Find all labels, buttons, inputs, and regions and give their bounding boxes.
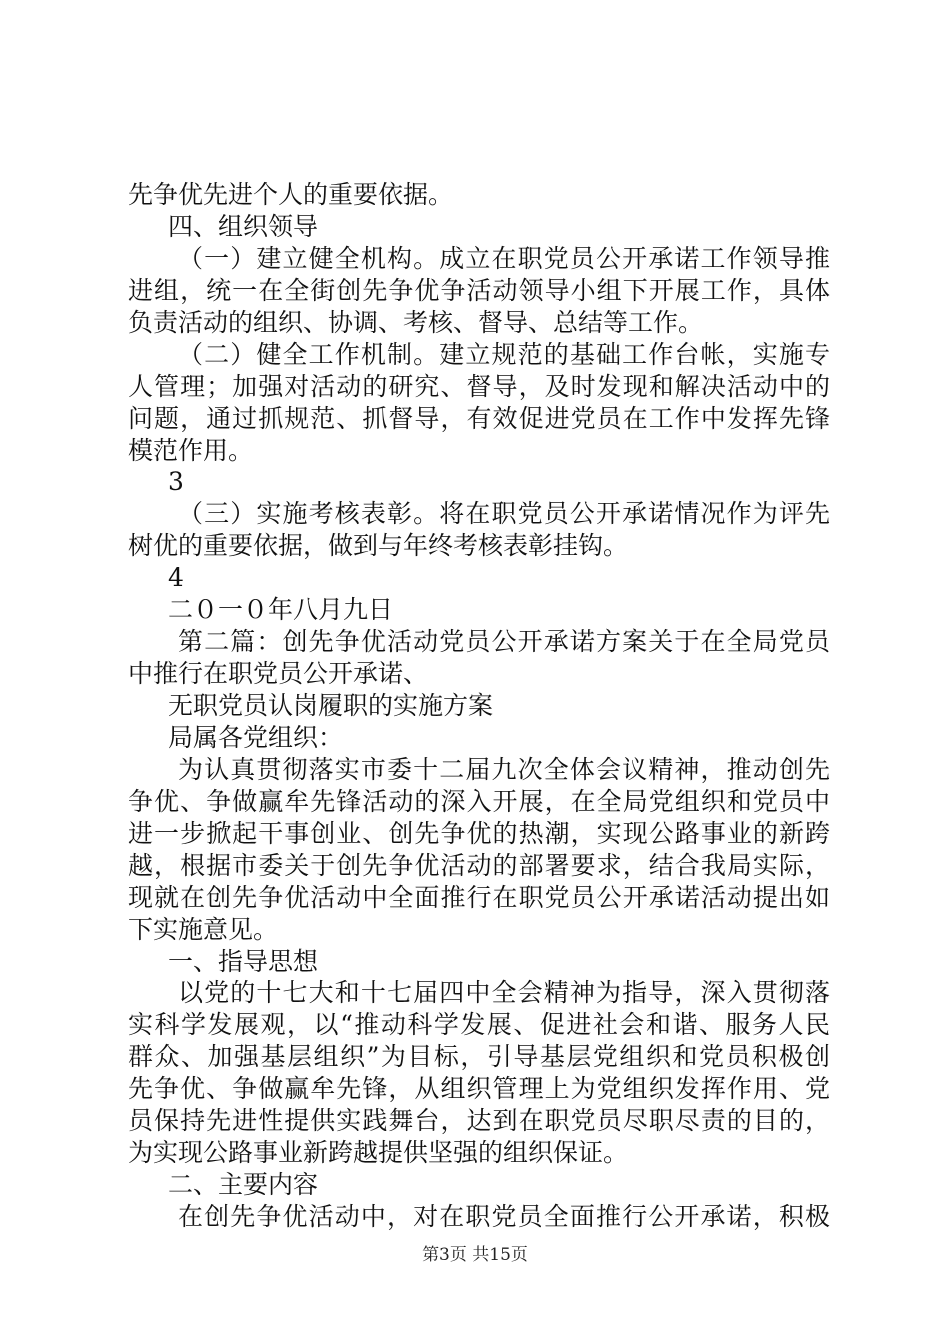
body-line: 为实现公路事业新跨越提供坚强的组织保证。: [128, 1138, 629, 1167]
body-line: 现就在创先争优活动中全面推行在职党员公开承诺活动提出如: [128, 883, 830, 912]
body-line: 为认真贯彻落实市委十二届九次全体会议精神，推动创先: [178, 755, 830, 784]
body-line: 以党的十七大和十七届四中全会精神为指导，深入贯彻落: [178, 978, 830, 1007]
salutation: 局属各党组织：: [168, 723, 344, 752]
body-line: 问题，通过抓规范、抓督导，有效促进党员在工作中发挥先锋: [128, 404, 830, 433]
body-line: 树优的重要依据，做到与年终考核表彰挂钩。: [128, 531, 629, 560]
section-heading: 二、主要内容: [168, 1170, 319, 1199]
body-line: 模范作用。: [128, 436, 254, 465]
body-line: 越，根据市委关于创先争优活动的部署要求，结合我局实际，: [128, 851, 830, 880]
body-line: （三）实施考核表彰。将在职党员公开承诺情况作为评先: [178, 499, 830, 528]
chapter-title: 无职党员认岗履职的实施方案: [168, 691, 494, 720]
body-line: 人管理；加强对活动的研究、督导，及时发现和解决活动中的: [128, 372, 830, 401]
page-marker: 3: [168, 467, 184, 496]
body-line: 争优、争做赢牟先锋活动的深入开展，在全局党组织和党员中: [128, 787, 830, 816]
body-line: 先争优先进个人的重要依据。: [128, 180, 454, 209]
body-line: （二）健全工作机制。建立规范的基础工作台帐，实施专: [178, 340, 830, 369]
body-line: 下实施意见。: [128, 915, 279, 944]
date-line: 二０一０年八月九日: [168, 595, 394, 624]
body-line: 员保持先进性提供实践舞台，达到在职党员尽职尽责的目的，: [128, 1106, 830, 1135]
section-heading: 四、组织领导: [168, 212, 319, 241]
body-line: 实科学发展观，以“推动科学发展、促进社会和谐、服务人民: [128, 1010, 830, 1039]
body-line: 进一步掀起干事创业、创先争优的热潮，实现公路事业的新跨: [128, 819, 830, 848]
section-heading: 一、指导思想: [168, 947, 319, 976]
body-line: 群众、加强基层组织”为目标，引导基层党组织和党员积极创: [128, 1042, 830, 1071]
page-footer: 第3页 共15页: [422, 1245, 528, 1265]
body-line: 先争优、争做赢牟先锋，从组织管理上为党组织发挥作用、党: [128, 1074, 830, 1103]
body-line: （一）建立健全机构。成立在职党员公开承诺工作领导推: [178, 244, 830, 273]
page-marker: 4: [168, 563, 184, 592]
chapter-title: 第二篇：创先争优活动党员公开承诺方案关于在全局党员: [178, 627, 830, 656]
body-line: 在创先争优活动中，对在职党员全面推行公开承诺，积极: [178, 1202, 830, 1231]
body-line: 负责活动的组织、协调、考核、督导、总结等工作。: [128, 308, 704, 337]
chapter-title: 中推行在职党员公开承诺、: [128, 659, 429, 688]
body-line: 进组，统一在全街创先争优争活动领导小组下开展工作，具体: [128, 276, 830, 305]
